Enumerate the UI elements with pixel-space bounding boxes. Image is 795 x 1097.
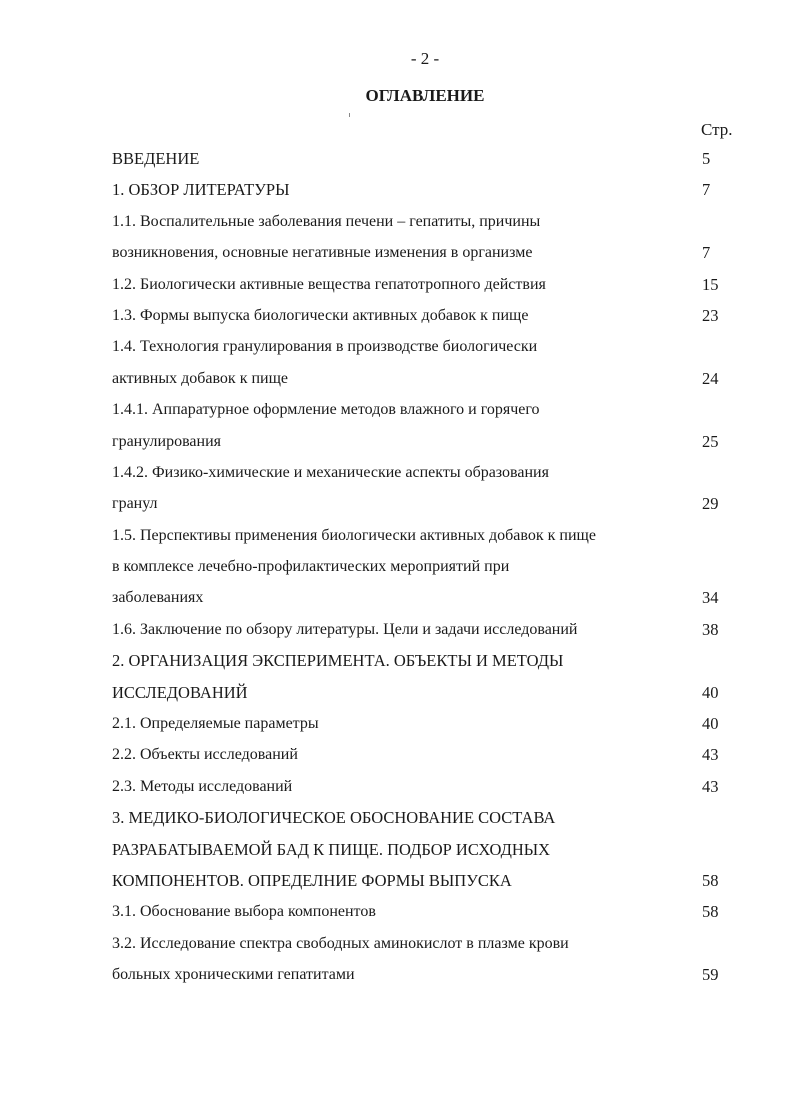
- toc-entry-text: 1.2. Биологически активные вещества гепатотропного действия: [112, 275, 546, 293]
- toc-entry-text: 3.2. Исследование спектра свободных аминокислот в плазме крови: [112, 934, 569, 952]
- toc-entry-text: 2.3. Методы исследований: [112, 777, 293, 795]
- toc-entry-text: заболеваниях: [112, 589, 204, 607]
- toc-entry-text: 1.4.2. Физико-химические и механические аспекты образования: [112, 463, 549, 481]
- toc-entry-page: 24: [702, 368, 719, 388]
- toc-entry-text: 1.4.1. Аппаратурное оформление методов влажного и горячего: [112, 401, 540, 419]
- toc-entry-text: ВВЕДЕНИЕ: [112, 149, 200, 168]
- toc-entry: [112, 300, 752, 331]
- toc-entry-text: 3.1. Обоснование выбора компонентов: [112, 903, 376, 921]
- toc-entry-text: 1.6. Заключение по обзору литературы. Цели и задачи исследований: [112, 620, 578, 638]
- toc-entry-text: 1.5. Перспективы применения биологически активных добавок к пище: [112, 526, 596, 544]
- toc-entry-text: 1.4. Технология гранулирования в производстве биологически: [112, 338, 538, 356]
- toc-entry: [112, 802, 752, 833]
- toc-entry: [112, 865, 752, 896]
- toc-entry-page: 40: [702, 682, 719, 702]
- toc-entry: [112, 520, 752, 551]
- toc-entry: [112, 834, 752, 865]
- toc-entry-page: 34: [702, 588, 719, 608]
- toc-entry-page: 7: [702, 180, 711, 200]
- toc-entry-text: 3. МЕДИКО-БИОЛОГИЧЕСКОЕ ОБОСНОВАНИЕ СОСТАВА: [112, 808, 556, 828]
- toc-entry: [112, 771, 752, 802]
- toc-entry: [112, 645, 752, 676]
- toc-entry: [112, 708, 752, 739]
- toc-entry-text: гранул: [112, 495, 158, 513]
- toc-entry-page: 5: [702, 149, 711, 168]
- toc-entry: [112, 269, 752, 300]
- toc-entry: [112, 551, 752, 582]
- toc-entry: [112, 363, 752, 394]
- toc-entry-text: 1.3. Формы выпуска биологически активных добавок к пище: [112, 306, 529, 324]
- toc-entry: [112, 331, 752, 362]
- toc-entry-text: 2.1. Определяемые параметры: [112, 715, 319, 733]
- toc-entry-text: гранулирования: [112, 432, 221, 450]
- toc-entry-page: 58: [702, 870, 719, 890]
- toc-entry-text: 1.1. Воспалительные заболевания печени – гепатиты, причины: [112, 212, 541, 230]
- toc-entry: [112, 394, 752, 425]
- document-title: ОГЛАВЛЕНИЕ: [365, 86, 485, 105]
- toc-entry: [112, 677, 752, 708]
- toc-entry: [112, 174, 752, 205]
- scan-speck: [349, 113, 350, 117]
- toc-entry-page: 7: [702, 243, 711, 263]
- toc-entry-page: 40: [702, 714, 719, 734]
- toc-entry: [112, 739, 752, 770]
- toc-entry-text: возникновения, основные негативные изменения в организме: [112, 244, 533, 262]
- toc-entry: [112, 928, 752, 959]
- toc-entry-text: активных добавок к пище: [112, 369, 289, 387]
- toc-entry: [112, 896, 752, 927]
- toc-entry-text: КОМПОНЕНТОВ. ОПРЕДЕЛНИЕ ФОРМЫ ВЫПУСКА: [112, 870, 512, 890]
- toc-entry: [112, 582, 752, 613]
- toc-entry: [112, 488, 752, 519]
- toc-entry-page: 59: [702, 965, 719, 985]
- toc-entry-text: 2.2. Объекты исследований: [112, 746, 298, 764]
- toc-entry-text: 1. ОБЗОР ЛИТЕРАТУРЫ: [112, 180, 290, 200]
- toc-entry: [112, 237, 752, 268]
- table-of-contents: [112, 143, 752, 991]
- toc-entry-page: 29: [702, 494, 719, 514]
- toc-entry-page: 23: [702, 305, 719, 325]
- toc-entry-text: в комплексе лечебно-профилактических мероприятий при: [112, 558, 510, 576]
- toc-entry: [112, 614, 752, 645]
- page-number: - 2 -: [410, 49, 440, 68]
- toc-entry-page: 38: [702, 619, 719, 639]
- toc-entry-page: 43: [702, 745, 719, 765]
- toc-entry-page: 58: [702, 902, 719, 922]
- page-column-header: Стр.: [701, 120, 733, 139]
- toc-entry-page: 43: [702, 776, 719, 796]
- toc-entry: [112, 143, 752, 174]
- toc-entry: [112, 457, 752, 488]
- toc-entry-text: РАЗРАБАТЫВАЕМОЙ БАД К ПИЩЕ. ПОДБОР ИСХОДНЫХ: [112, 839, 551, 859]
- toc-entry-text: ИССЛЕДОВАНИЙ: [112, 682, 248, 702]
- toc-entry: [112, 959, 752, 990]
- toc-entry-text: 2. ОРГАНИЗАЦИЯ ЭКСПЕРИМЕНТА. ОБЪЕКТЫ И МЕТОДЫ: [112, 651, 564, 671]
- toc-entry: [112, 426, 752, 457]
- toc-entry-page: 15: [702, 274, 719, 294]
- toc-entry-text: больных хроническими гепатитами: [112, 966, 355, 984]
- toc-entry: [112, 206, 752, 237]
- toc-entry-page: 25: [702, 431, 719, 451]
